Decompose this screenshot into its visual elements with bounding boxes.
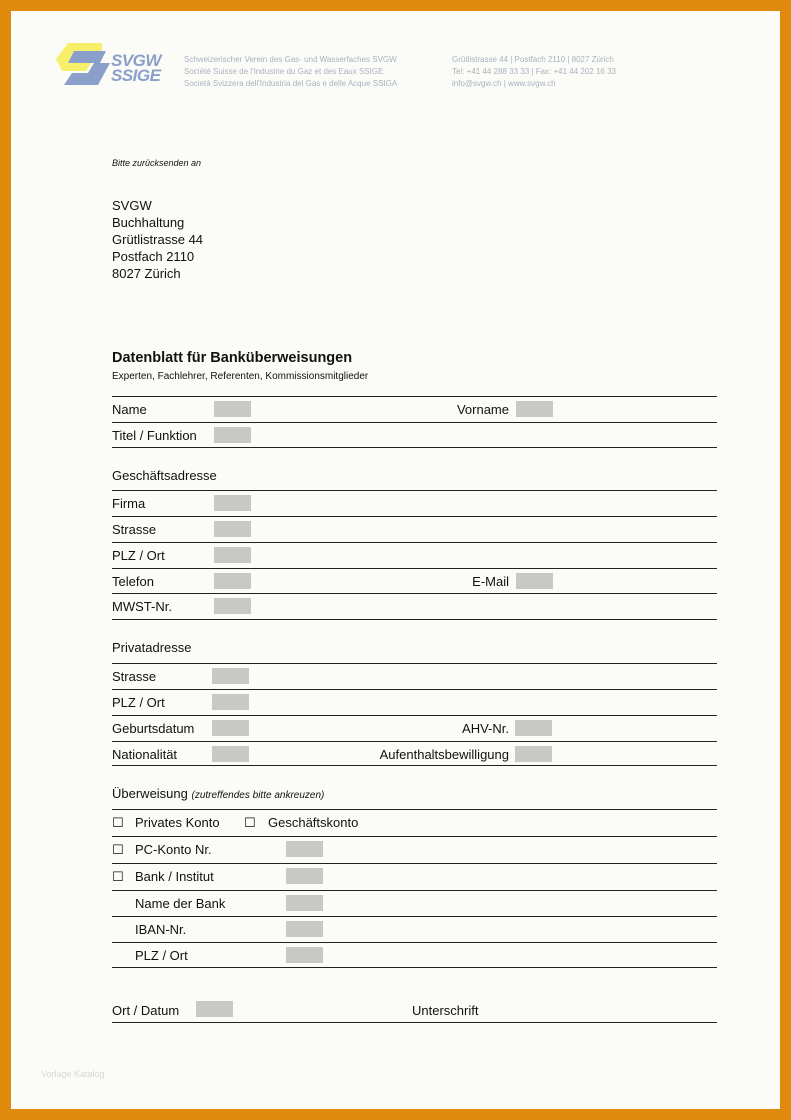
transfer-heading-text: Überweisung <box>112 786 188 801</box>
transfer-plz-ort-field[interactable] <box>286 947 323 963</box>
contact-info <box>452 54 616 90</box>
divider <box>112 490 717 491</box>
mwst-label: MWST-Nr. <box>112 599 172 614</box>
divider <box>112 942 717 943</box>
address-line: SVGW <box>112 198 152 213</box>
telefon-label: Telefon <box>112 574 154 589</box>
iban-label: IBAN-Nr. <box>135 922 187 937</box>
divider <box>112 836 717 837</box>
private-plz-ort-field[interactable] <box>212 694 249 710</box>
titel-field[interactable] <box>214 427 251 443</box>
address-line: Postfach 2110 <box>112 249 195 264</box>
business-plz-ort-label: PLZ / Ort <box>112 548 165 563</box>
ahv-label: AHV-Nr. <box>462 721 509 736</box>
business-plz-ort-field[interactable] <box>214 547 251 563</box>
transfer-heading-note: (zutreffendes bitte ankreuzen) <box>191 790 325 801</box>
divider <box>112 593 717 594</box>
recipient-address <box>112 197 203 282</box>
address-line: Grütlistrasse 44 <box>112 232 204 247</box>
logo-wordmark <box>111 53 161 83</box>
bank-label: Bank / Institut <box>135 869 214 884</box>
divider <box>112 568 717 569</box>
email-label: E-Mail <box>472 574 509 589</box>
address-line: Buchhaltung <box>112 215 185 230</box>
divider <box>112 422 717 423</box>
nationalitaet-label: Nationalität <box>112 747 178 762</box>
signature-line <box>112 1022 717 1023</box>
logo-wordmark-line2: SSIGE <box>111 66 161 85</box>
private-strasse-label: Strasse <box>112 669 157 684</box>
divider <box>112 916 717 917</box>
divider <box>112 741 717 742</box>
divider <box>112 447 717 448</box>
form-subtitle: Experten, Fachlehrer, Referenten, Kommissionsmitglieder <box>112 371 369 382</box>
name-field[interactable] <box>214 401 251 417</box>
divider <box>112 542 717 543</box>
transfer-plz-ort-label: PLZ / Ort <box>135 948 188 963</box>
divider <box>112 809 717 810</box>
footer-watermark: Vorlage Katalog <box>41 1069 105 1079</box>
org-line: Società Svizzera dell'Industria del Gas e delle Acque SSIGA <box>184 79 398 88</box>
geschaeftskonto-label: Geschäftskonto <box>268 815 359 830</box>
private-address-heading: Privatadresse <box>112 640 192 655</box>
bank-name-label: Name der Bank <box>135 896 226 911</box>
divider <box>112 396 717 397</box>
pc-konto-checkbox[interactable]: ☐ <box>112 842 124 857</box>
pc-konto-label: PC-Konto Nr. <box>135 842 212 857</box>
divider <box>112 863 717 864</box>
contact-line: Grütlistrasse 44 | Postfach 2110 | 8027 Zürich <box>452 55 614 64</box>
geburtsdatum-label: Geburtsdatum <box>112 721 195 736</box>
contact-line: info@svgw.ch | www.svgw.ch <box>452 79 556 88</box>
org-line: Société Suisse de l'Industrie du Gaz et des Eaux SSIGE <box>184 67 384 76</box>
organization-names <box>184 54 397 90</box>
business-strasse-label: Strasse <box>112 522 157 537</box>
bank-checkbox[interactable]: ☐ <box>112 869 124 884</box>
business-address-heading: Geschäftsadresse <box>112 468 217 483</box>
aufenthalt-field[interactable] <box>515 746 552 762</box>
bank-field[interactable] <box>286 868 323 884</box>
aufenthalt-label: Aufenthaltsbewilligung <box>379 747 509 762</box>
ort-datum-label: Ort / Datum <box>112 1003 180 1018</box>
business-strasse-field[interactable] <box>214 521 251 537</box>
divider <box>112 890 717 891</box>
vorname-label: Vorname <box>456 402 509 417</box>
telefon-field[interactable] <box>214 573 251 589</box>
divider <box>112 663 717 664</box>
name-label: Name <box>112 402 147 417</box>
titel-label: Titel / Funktion <box>112 428 197 443</box>
form-title: Datenblatt für Banküberweisungen <box>112 350 353 366</box>
privates-konto-checkbox[interactable]: ☐ <box>112 815 124 830</box>
address-line: 8027 Zürich <box>112 266 181 281</box>
ahv-field[interactable] <box>515 720 552 736</box>
unterschrift-label: Unterschrift <box>412 1003 479 1018</box>
divider <box>112 516 717 517</box>
document-page <box>11 11 780 1109</box>
geschaeftskonto-checkbox[interactable]: ☐ <box>244 815 256 830</box>
firma-field[interactable] <box>214 495 251 511</box>
nationalitaet-field[interactable] <box>212 746 249 762</box>
mwst-field[interactable] <box>214 598 251 614</box>
divider <box>112 689 717 690</box>
privates-konto-label: Privates Konto <box>135 815 220 830</box>
divider <box>112 967 717 968</box>
bank-name-field[interactable] <box>286 895 323 911</box>
contact-line: Tel: +41 44 288 33 33 | Fax: +41 44 202 16 33 <box>452 67 616 76</box>
logo-wordmark-line1: SVGW <box>111 51 161 70</box>
ort-datum-field[interactable] <box>196 1001 233 1017</box>
firma-label: Firma <box>112 496 146 511</box>
private-strasse-field[interactable] <box>212 668 249 684</box>
org-line: Schweizerischer Verein des Gas- und Wasserfaches SVGW <box>184 55 397 64</box>
transfer-heading <box>112 786 324 801</box>
email-field[interactable] <box>516 573 553 589</box>
divider <box>112 715 717 716</box>
vorname-field[interactable] <box>516 401 553 417</box>
pc-konto-field[interactable] <box>286 841 323 857</box>
iban-field[interactable] <box>286 921 323 937</box>
private-plz-ort-label: PLZ / Ort <box>112 695 165 710</box>
divider <box>112 619 717 620</box>
return-note: Bitte zurücksenden an <box>112 158 202 168</box>
geburtsdatum-field[interactable] <box>212 720 249 736</box>
divider <box>112 765 717 766</box>
